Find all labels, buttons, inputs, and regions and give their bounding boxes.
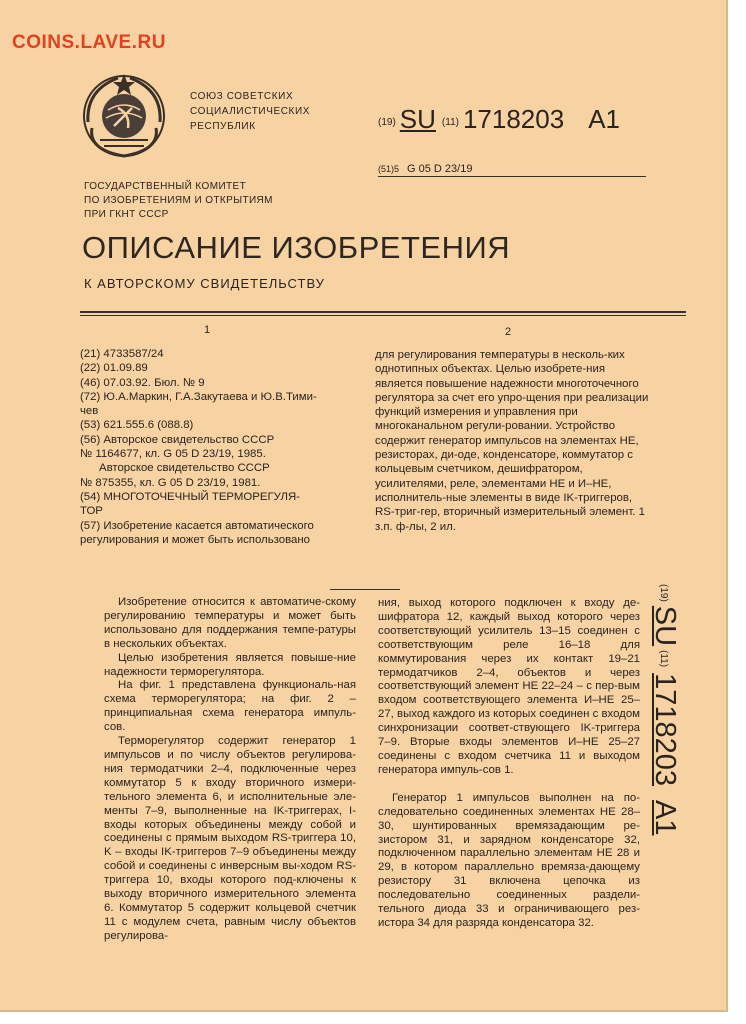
union-line: РЕСПУБЛИК	[190, 121, 256, 132]
code-51: (51)5	[378, 164, 400, 174]
biblio-line: (72) Ю.А.Маркин, Г.А.Закутаева и Ю.В.Тими-	[80, 390, 317, 403]
patent-number-line	[378, 104, 620, 135]
column-number-left: 1	[204, 324, 211, 336]
side-patent-stamp	[651, 584, 711, 884]
biblio-line: ТОР	[80, 505, 103, 518]
body-paragraph: Изобретение относится к автоматиче-скому регулированию температуры и может быть использовано для поддержания темпе-ратуры в нескольких объектах.	[104, 596, 356, 650]
committee-name	[84, 180, 273, 222]
body-paragraph: Целью изобретения является повыше-ние надежности терморегулятора.	[104, 651, 356, 678]
committee-line: ПО ИЗОБРЕТЕНИЯМ И ОТКРЫТИЯМ	[84, 195, 273, 206]
biblio-line: № 875355, кл. G 05 D 23/19, 1981.	[80, 476, 261, 489]
biblio-line: (22) 01.09.89	[80, 362, 148, 375]
document-title: ОПИСАНИЕ ИЗОБРЕТЕНИЯ	[82, 230, 511, 265]
committee-line: ПРИ ГКНТ СССР	[84, 209, 169, 220]
body-paragraph: На фиг. 1 представлена функциональ-ная схема терморегулятора; на фиг. 2 – принципиальная схема генератора импуль-сов.	[104, 679, 356, 734]
biblio-line: Авторское свидетельство СССР	[80, 462, 270, 475]
divider	[378, 176, 646, 177]
biblio-line: (46) 07.03.92. Бюл. № 9	[80, 376, 205, 389]
abstract-text: для регулирования температуры в несколь-ких однотипных объектах. Целью изобрете-ния является повышение надежности многоточечного регулятора за счет его упро-щения при реализации функций измерения и управления при многоканальном регули-ровании. Устройство содержит генератор импульсов на элементах НЕ, резисторах, ди-оде, конденсаторе, коммутатор с кольцевым счетчиком, дешифратором, усилителями, реле, элементами НЕ и И–НЕ, исполнитель-ные элементы в виде IK-триггеров, RS-триг-гер, вторичный измерительный элемент. 1 з.п. ф-лы, 2 ил.	[375, 349, 649, 533]
biblio-line: (53) 621.555.6 (088.8)	[80, 419, 194, 432]
body-paragraph: Генератор 1 импульсов выполнен на по-следовательно соединенных элементах НЕ 28–30, шунтированных времязадающим ре-зистором 31, и зарядном конденсаторе 32, подключенном параллельно элементам НЕ 28 и 29, в котором параллельно времяза-дающему резистору 31 включена цепочка из последовательно соединенных раздели-тельного диода 33 и ограничивающего рез-истора 34 для разряда конденсатора 32.	[378, 791, 640, 929]
column-number-right: 2	[505, 326, 512, 338]
watermark: COINS.LAVE.RU	[12, 32, 166, 53]
body-column-left	[104, 596, 356, 944]
biblio-line: № 1164677, кл. G 05 D 23/19, 1985.	[80, 448, 266, 461]
country-code: SU	[399, 104, 436, 134]
union-line: СОЮЗ СОВЕТСКИХ	[190, 91, 294, 102]
biblio-line: (57) Изобретение касается автоматического	[80, 519, 314, 532]
code-19: (19)	[378, 117, 396, 128]
union-line: СОЦИАЛИСТИЧЕСКИХ	[190, 106, 311, 117]
body-column-right	[378, 597, 640, 931]
code-11: (11)	[441, 117, 459, 128]
patent-number: 1718203	[462, 104, 565, 134]
body-paragraph: ния, выход которого подключен к входу де-шифратора 12, каждый выход которого через соответствующий усилитель 13–15 соединен с соответствующим реле 16–18 для коммутирования через их контакт 19–21 термодатчиков 2–4, объектов и через соответствующий элемент НЕ 22–24 – с пер-вым входом соответствующего элемента И–НЕ 25–27, выход каждого из которых соединен с входом синхронизации соответ-ствующего IK-триггера 7–9. Вторые входы элементов И–НЕ 25–27 соединены с входом счетчика 11 и выходом генератора импуль-сов 1.	[378, 597, 640, 776]
bibliographic-data	[80, 347, 350, 547]
union-name	[190, 89, 310, 134]
body-paragraph: Терморегулятор содержит генератор 1 импульсов и по числу объектов регулирова-ния термодатчики 2–4, подключенные через коммутатор 5 к входу вторичного измери-тельного элемента 6, и исполнительные эле-менты 7–9, выполненные на IK-триггерах, I-входы которых объединены между собой и соединены с прямым выходом RS-триггера 10, K – входы IK-триггеров 7–9 объединены между собой и соединены с инверсным вы-ходом RS-триггера 10, входы которого под-ключены к выходу вторичного измерительного элемента 6. Коммутатор 5 содержит кольцевой счетчик 11 с модулем счета, равным числу объектов регулирова-	[104, 735, 356, 942]
document-kind: A1	[649, 800, 681, 836]
code-11: (11)	[658, 650, 669, 668]
biblio-line: (56) Авторское свидетельство СССР	[80, 433, 275, 446]
patent-number: 1718203	[649, 673, 681, 787]
biblio-line: регулирования и может быть использовано	[80, 533, 310, 546]
side-stamp-text	[648, 584, 681, 836]
divider	[80, 311, 686, 313]
biblio-line: чев	[80, 405, 99, 418]
divider	[80, 315, 686, 316]
ipc-class: G 05 D 23/19	[407, 163, 473, 175]
biblio-line: (54) МНОГОТОЧЕЧНЫЙ ТЕРМОРЕГУЛЯ-	[80, 490, 300, 503]
document-subtitle: К АВТОРСКОМУ СВИДЕТЕЛЬСТВУ	[84, 276, 325, 291]
country-code: SU	[649, 605, 681, 647]
ussr-emblem-icon	[78, 70, 170, 162]
divider	[330, 589, 400, 590]
committee-line: ГОСУДАРСТВЕННЫЙ КОМИТЕТ	[84, 181, 247, 192]
biblio-line: (21) 4733587/24	[80, 348, 164, 360]
document-kind: A1	[588, 104, 621, 134]
code-19: (19)	[658, 584, 669, 602]
ipc-line	[378, 163, 472, 175]
